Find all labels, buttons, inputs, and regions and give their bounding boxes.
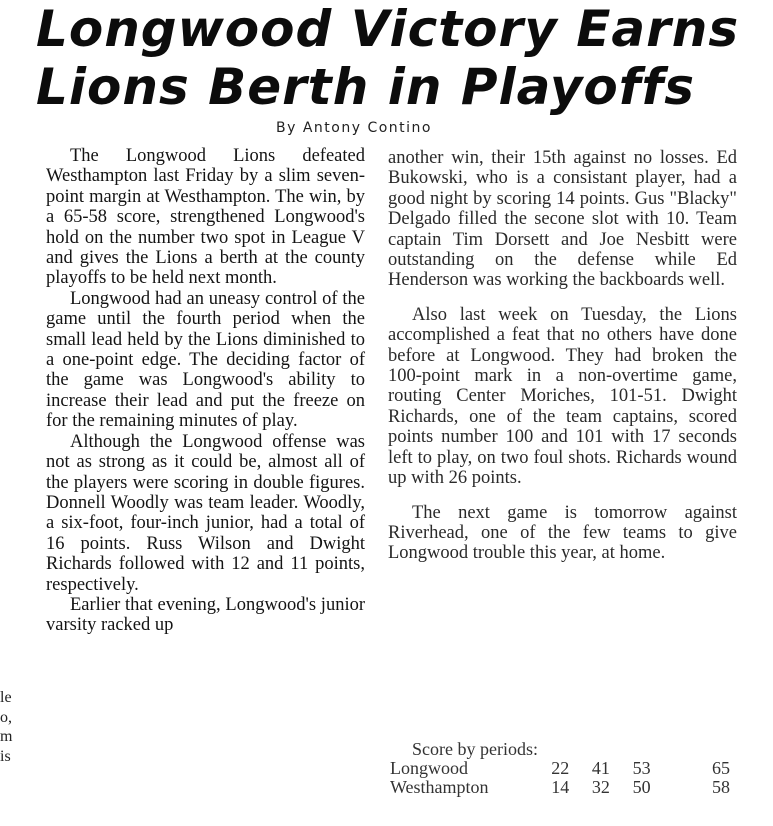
period-score: 58: [712, 777, 731, 797]
team-name: Longwood: [390, 758, 468, 778]
score-row: [390, 759, 730, 778]
team-name: Westhampton: [390, 777, 489, 797]
byline: By Antony Contino: [276, 120, 432, 136]
right-column: [388, 148, 737, 564]
paragraph: The Longwood Lions defeated Westhampton last Friday by a slim seven-point margin at Westhampton. The win, by a 65-58 score, strengthened Longwood's hold on the number two spot in League V and gives the Lions a berth at the county playoffs to be held next month.: [46, 146, 365, 289]
period-score: 41: [591, 758, 610, 778]
fragment-text: le: [0, 689, 12, 706]
paragraph: another win, their 15th against no losses. Ed Bukowski, who is a consistant player, had a good night by scoring 14 points. Gus "Blacky" Delgado filled the secone slot with 10. Team captain Tim Dorsett and Joe Nesbitt were outstanding on the defense while Ed Henderson was working the backboards well.: [388, 148, 737, 291]
fragment-text: m: [0, 728, 13, 745]
period-score: 53: [632, 758, 651, 778]
left-column: [46, 146, 365, 636]
score-table: [390, 740, 730, 797]
paragraph: Also last week on Tuesday, the Lions accomplished a feat that no others have done before at Longwood. They had broken the 100-point mark in a non-overtime game, routing Center Moriches, 101-51. Dwight Richards, one of the team captains, scored points number 100 and 101 with 17 seconds left to play, on two foul shots. Richards wound up with 26 points.: [388, 304, 737, 489]
headline: [36, 0, 766, 116]
fragment-text: o,: [0, 708, 12, 726]
paragraph: Longwood had an uneasy control of the game until the fourth period when the small lead held by the Lions diminished to a one-point edge. The deciding factor of the game was Longwood's ability to increase their lead and put the freeze on for the remaining minutes of play.: [46, 288, 365, 432]
period-score: 14: [551, 777, 570, 797]
paragraph: The next game is tomorrow against Riverhead, one of the few teams to give Longwood trouble this year, at home.: [388, 502, 737, 564]
score-table-title: Score by periods:: [412, 739, 538, 759]
period-score: 32: [591, 777, 610, 797]
fragment-text: is: [0, 747, 11, 765]
score-row: [390, 778, 730, 797]
adjacent-column-fragment: [0, 688, 12, 766]
headline-line-2: Lions Berth in Playoffs: [36, 58, 696, 116]
period-score: 50: [632, 777, 651, 797]
paragraph: Although the Longwood offense was not as strong as it could be, almost all of the players were scoring in double figures. Donnell Woodly was team leader. Woodly, a six-foot, four-inch junior, had a total of 16 points. Russ Wilson and Dwight Richards followed with 12 and 11 points, respectively.: [46, 431, 365, 595]
paragraph: Earlier that evening, Longwood's junior varsity racked up: [46, 594, 365, 636]
period-score: 22: [551, 758, 570, 778]
headline-line-1: Longwood Victory Earns: [36, 0, 740, 58]
period-score: 65: [712, 758, 731, 778]
